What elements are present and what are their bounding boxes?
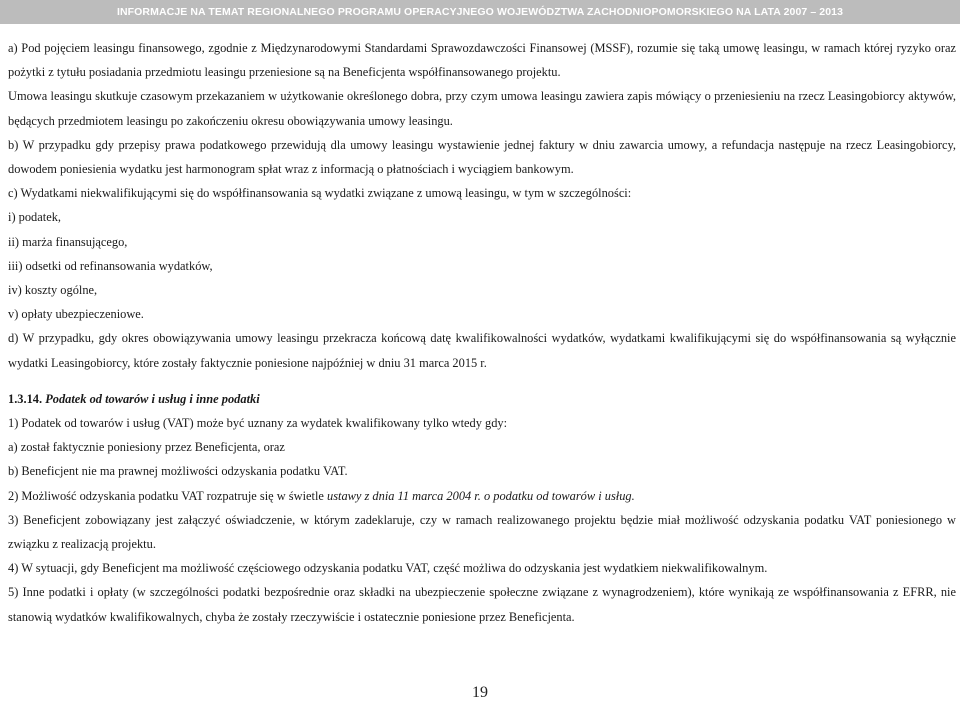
document-header (0, 0, 960, 24)
list-item: iv) koszty ogólne, (8, 283, 98, 298)
list-item: iii) odsetki od refinansowania wydatków, (8, 258, 213, 273)
vat-point-2 (8, 484, 956, 508)
vat-point-1: 1) Podatek od towarów i usług (VAT) może być uznany za wydatek kwalifikowany tylko wtedy gdy: (8, 416, 508, 431)
vat-point-1a: a) został faktycznie poniesiony przez Beneficjenta, oraz (8, 440, 285, 455)
page-body (8, 36, 956, 629)
section-number: 1.3.14. (8, 391, 43, 406)
vat-point-4: 4) W sytuacji, gdy Beneficjent ma możliwość częściowego odzyskania podatku VAT, część możliwa do odzyskania jest wydatkiem niekwalifikowalnym. (8, 561, 768, 576)
paragraph-d: d) W przypadku, gdy okres obowiązywania umowy leasingu przekracza końcową datę kwalifikowalności wydatków, wydatkami kwalifikującymi się do współfinansowania są wyłącznie wydatki Leasingobiorcy, które zostały faktycznie poniesione najpóźniej w dniu 31 marca 2015 r. (8, 331, 956, 370)
header-title: INFORMACJE NA TEMAT REGIONALNEGO PROGRAMU OPERACYJNEGO WOJEWÓDZTWA ZACHODNIOPOMORSKIEGO NA LATA 2007 – 2013 (116, 6, 844, 18)
section-title: Podatek od towarów i usług i inne podatki (45, 391, 260, 406)
list-item: i) podatek, (8, 210, 61, 225)
vat-point-3: 3) Beneficjent zobowiązany jest załączyć oświadczenie, w którym zadeklaruje, czy w ramach realizowanego projektu będzie miał możliwość odzyskania podatku VAT poniesionego w związku z realizacją projektu. (8, 512, 956, 552)
vat-point-2-lead: 2) Możliwość odzyskania podatku VAT rozpatruje się w świetle (8, 488, 327, 503)
page-number: 19 (472, 684, 488, 701)
vat-point-1b: b) Beneficjent nie ma prawnej możliwości odzyskania podatku VAT. (8, 464, 348, 479)
paragraph-c: c) Wydatkami niekwalifikującymi się do współfinansowania są wydatki związane z umową leasingu, w tym w szczególności: (8, 186, 632, 201)
vat-point-5: 5) Inne podatki i opłaty (w szczególności podatki bezpośrednie oraz składki na ubezpieczenie społeczne związane z wynagrodzeniem), które wynikają ze współfinansowania z EFRR, nie stanowią wydatków kwalifikowalnych, chyba że zostały rzeczywiście i ostatecznie poniesione przez Beneficjenta. (8, 585, 956, 624)
section-gap (8, 375, 956, 387)
paragraph-b: b) W przypadku gdy przepisy prawa podatkowego przewidują dla umowy leasingu wystawienie jednej faktury w dniu zawarcia umowy, a refundacja następuje na rzecz Leasingobiorcy, dowodem poniesienia wydatku jest harmonogram spłat wraz z informacją o płatnościach i wyciągiem bankowym. (8, 137, 956, 177)
paragraph-a: a) Pod pojęciem leasingu finansowego, zgodnie z Międzynarodowymi Standardami Sprawozdawczości Finansowej (MSSF), rozumie się taką umowę leasingu, w ramach której ryzyko oraz pożytki z tytułu posiadania przedmiotu leasingu przeniesione są na Beneficjenta współfinansowanego projektu. (8, 41, 956, 80)
list-item: ii) marża finansującego, (8, 234, 128, 249)
list-item: v) opłaty ubezpieczeniowe. (8, 307, 144, 322)
section-heading (8, 387, 956, 411)
paragraph-umowa: Umowa leasingu skutkuje czasowym przekazaniem w użytkowanie określonego dobra, przy czym umowa leasingu zawiera zapis mówiący o przeniesieniu na rzecz Leasingobiorcy aktywów, będących przedmiotem leasingu po zakończeniu okresu obowiązywania umowy leasingu. (8, 89, 956, 128)
vat-point-2-act: ustawy z dnia 11 marca 2004 r. o podatku od towarów i usług. (327, 488, 635, 503)
